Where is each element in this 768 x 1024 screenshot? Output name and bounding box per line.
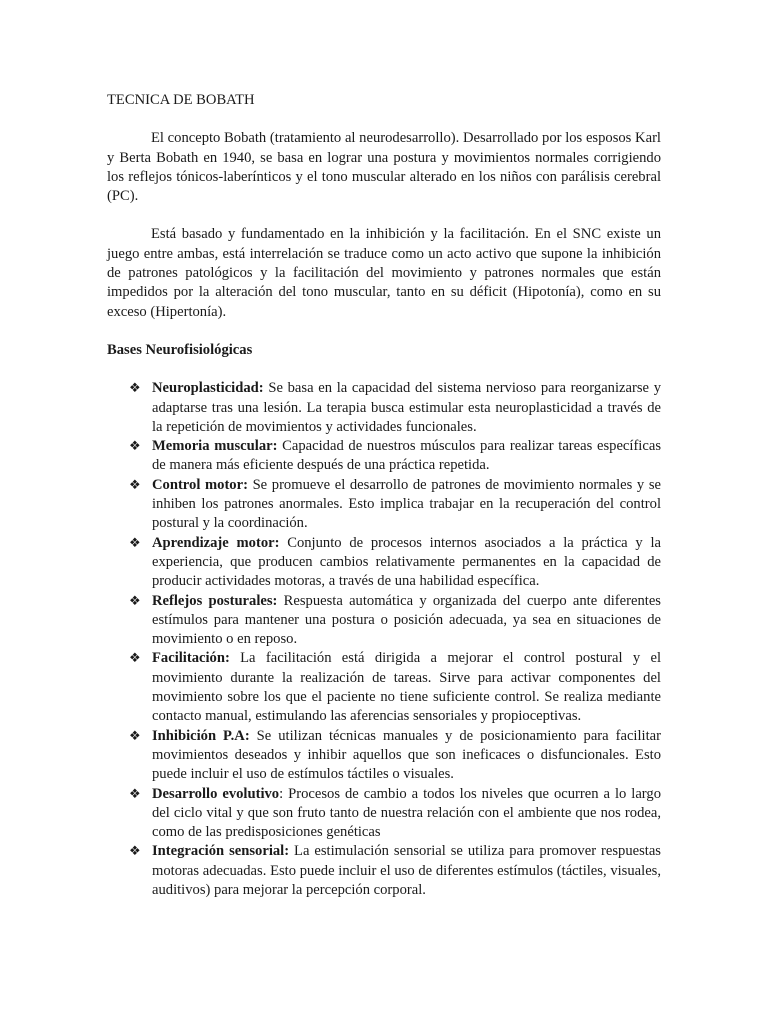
diamond-bullet-icon: ❖	[129, 593, 141, 609]
list-item-aprendizaje-motor	[107, 534, 661, 592]
list-item-memoria-muscular	[107, 437, 661, 476]
document-title: TECNICA DE BOBATH	[107, 92, 255, 108]
section-heading: Bases Neurofisiológicas	[107, 341, 253, 358]
diamond-bullet-icon: ❖	[129, 786, 141, 802]
item-text: Se utilizan técnicas manuales y de posicionamiento para facilitar movimientos deseados y inhibir aquellos que son ineficaces o disfuncionales. Esto puede incluir el uso de estímulos táctiles o visuales.	[152, 727, 661, 783]
bases-list	[107, 379, 661, 900]
item-term: Desarrollo evolutivo	[152, 785, 280, 802]
item-text: La estimulación sensorial se utiliza para promover respuestas motoras adecuadas. Esto puede incluir el uso de diferentes estímulos (táctiles, visuales, auditivos) para mejorar la percepción corporal.	[152, 843, 661, 898]
list-item-integracion-sensorial	[107, 842, 661, 900]
diamond-bullet-icon: ❖	[129, 381, 141, 397]
item-text: Conjunto de procesos internos asociados a la práctica y la experiencia, que producen cambios relativamente permanentes en la capacidad de producir actividades motoras, a través de una habilidad específica.	[152, 534, 662, 590]
list-item-inhibicion	[107, 727, 661, 785]
list-item-neuroplasticidad	[107, 379, 661, 437]
intro-paragraph: El concepto Bobath (tratamiento al neurodesarrollo). Desarrollado por los esposos Karl y Berta Bobath en 1940, se basa en lograr una postura y movimientos normales corrigiendo los reflejos tónicos-laberínticos y el tono muscular alterado en los niños con parálisis cerebral (PC).	[107, 130, 661, 205]
item-term: Aprendizaje motor:	[152, 534, 280, 551]
basis-paragraph: Está basado y fundamentado en la inhibición y la facilitación. En el SNC existe un juego entre ambas, está interrelación se traduce como un acto activo que supone la inhibición de patrones patológicos y la facilitación del movimiento y patrones normales que están impedidos por la alteración del tono muscular, tanto en su déficit (Hipotonía), como en su exceso (Hipertonía).	[107, 226, 661, 320]
diamond-bullet-icon: ❖	[129, 844, 141, 860]
diamond-bullet-icon: ❖	[129, 439, 141, 455]
item-term: Inhibición P.A:	[152, 727, 250, 744]
item-text: Se promueve el desarrollo de patrones de movimiento normales y se inhiben los patrones anormales. Esto implica trabajar en la recuperación del control postural y la coordinación.	[152, 476, 661, 532]
list-item-control-motor	[107, 476, 661, 534]
diamond-bullet-icon: ❖	[129, 477, 141, 493]
item-term: Memoria muscular:	[152, 438, 278, 455]
item-text: Capacidad de nuestros músculos para realizar tareas específicas de manera más eficiente después de una práctica repetida.	[152, 438, 662, 474]
list-item-reflejos-posturales	[107, 592, 661, 650]
item-term: Control motor:	[152, 476, 248, 493]
document-page	[107, 91, 661, 900]
diamond-bullet-icon: ❖	[129, 728, 141, 744]
item-term: Integración sensorial:	[152, 843, 290, 860]
item-text: Respuesta automática y organizada del cuerpo ante diferentes estímulos para mantener una postura o posición adecuada, ya sea en situaciones de movimiento o en reposo.	[152, 592, 661, 648]
item-term: Neuroplasticidad:	[152, 380, 264, 397]
item-text: Se basa en la capacidad del sistema nervioso para reorganizarse y adaptarse tras una lesión. La terapia busca estimular esta neuroplasticidad a través de la repetición de movimientos y actividades funcionales.	[152, 380, 661, 435]
diamond-bullet-icon: ❖	[129, 535, 141, 551]
item-term: Reflejos posturales:	[152, 592, 278, 609]
item-term: Facilitación:	[152, 650, 230, 667]
diamond-bullet-icon: ❖	[129, 651, 141, 667]
list-item-facilitacion	[107, 649, 661, 726]
item-text: : Procesos de cambio a todos los niveles que ocurren a lo largo del ciclo vital y que son fruto tanto de nuestra relación con el ambiente que nos rodea, como de las predisposiciones genéticas	[152, 785, 661, 841]
item-text: La facilitación está dirigida a mejorar el control postural y el movimiento durante la realización de tareas. Sirve para activar componentes del movimiento sobre los que el paciente no tiene suficiente control. Se realiza mediante contacto manual, estimulando las aferencias sensoriales y propioceptivas.	[152, 650, 661, 725]
list-item-desarrollo-evolutivo	[107, 785, 661, 843]
